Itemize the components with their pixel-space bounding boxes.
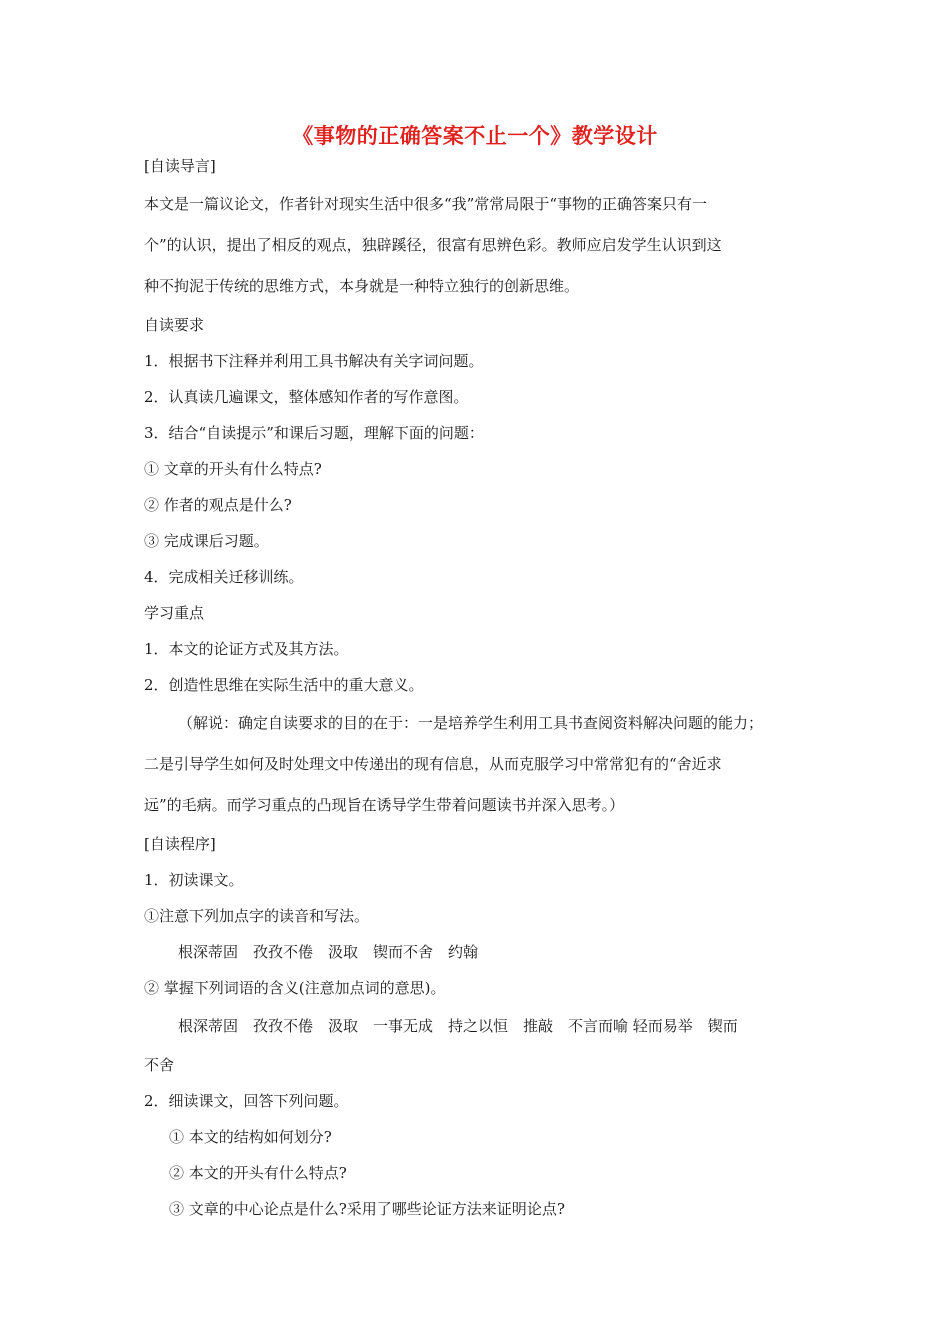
- section-heading-self-reading-intro: [自读导言]: [144, 157, 216, 175]
- list-item: 2．认真读几遍课文，整体感知作者的写作意图。: [144, 388, 469, 406]
- section-heading-self-reading-requirements: 自读要求: [144, 316, 205, 334]
- sub-list-item: ② 作者的观点是什么?: [144, 496, 292, 514]
- list-item: 3．结合“自读提示”和课后习题，理解下面的问题：: [144, 424, 484, 442]
- section-heading-self-reading-procedure: [自读程序]: [144, 835, 216, 853]
- sub-list-item: ② 本文的开头有什么特点?: [169, 1164, 347, 1182]
- document-title: 《事物的正确答案不止一个》教学设计: [292, 124, 658, 148]
- word-list: 根深蒂固 孜孜不倦 汲取 一事无成 持之以恒 推敲 不言而喻 轻而易举 锲而: [178, 1017, 738, 1035]
- explanation-line: （解说：确定自读要求的目的在于：一是培养学生利用工具书查阅资料解决问题的能力；: [178, 714, 764, 732]
- sub-list-item: ② 掌握下列词语的含义(注意加点词的意思)。: [144, 979, 446, 997]
- sub-list-item: ③ 文章的中心论点是什么?采用了哪些论证方法来证明论点?: [169, 1200, 565, 1218]
- section-heading-learning-focus: 学习重点: [144, 604, 205, 622]
- paragraph-line: 个”的认识，提出了相反的观点，独辟蹊径，很富有思辨色彩。教师应启发学生认识到这: [144, 236, 722, 254]
- document-body: [144, 148, 824, 1227]
- word-list-continuation: 不舍: [144, 1056, 175, 1074]
- paragraph-line: 本文是一篇议论文，作者针对现实生活中很多“我”常常局限于“事物的正确答案只有一: [144, 195, 708, 213]
- word-list: 根深蒂固 孜孜不倦 汲取 锲而不舍 约翰: [178, 943, 479, 961]
- list-item: 1．初读课文。: [144, 871, 244, 889]
- list-item: 4．完成相关迁移训练。: [144, 568, 304, 586]
- list-item: 1．本文的论证方式及其方法。: [144, 640, 349, 658]
- sub-list-item: ① 文章的开头有什么特点?: [144, 460, 322, 478]
- sub-list-item: ③ 完成课后习题。: [144, 532, 269, 550]
- explanation-line: 二是引导学生如何及时处理文中传递出的现有信息，从而克服学习中常常犯有的“舍近求: [144, 755, 722, 773]
- list-item: 1．根据书下注释并利用工具书解决有关字词问题。: [144, 352, 484, 370]
- paragraph-line: 种不拘泥于传统的思维方式，本身就是一种特立独行的创新思维。: [144, 277, 580, 295]
- sub-list-item: ① 本文的结构如何划分?: [169, 1128, 332, 1146]
- list-item: 2．创造性思维在实际生活中的重大意义。: [144, 676, 424, 694]
- list-item: 2．细读课文，回答下列问题。: [144, 1092, 349, 1110]
- explanation-line: 远”的毛病。而学习重点的凸现旨在诱导学生带着问题读书并深入思考。）: [144, 796, 625, 814]
- sub-list-item: ①注意下列加点字的读音和写法。: [144, 907, 370, 925]
